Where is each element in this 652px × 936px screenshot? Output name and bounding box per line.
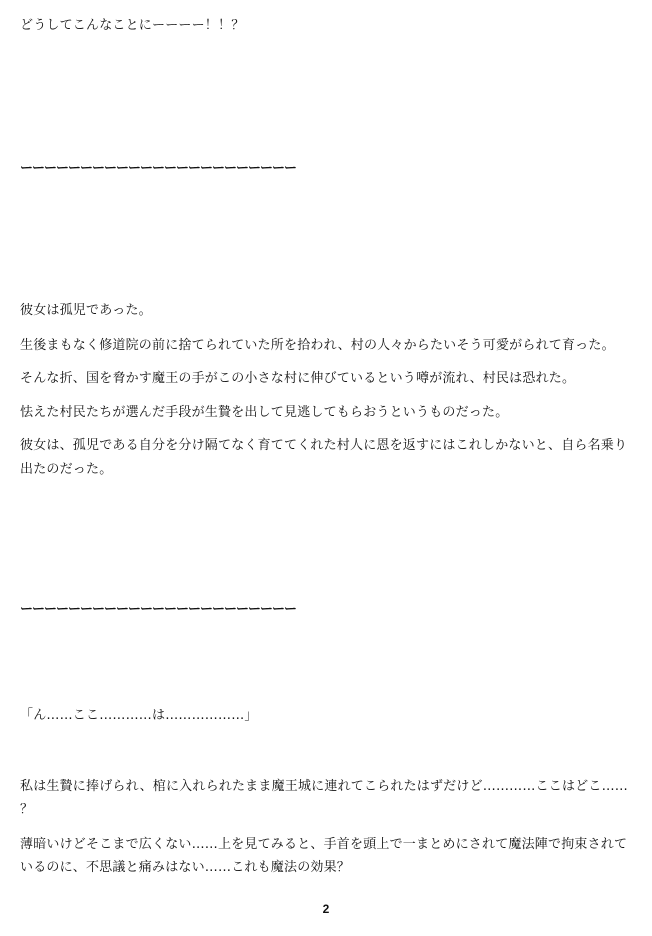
paragraph-6-line-1: 私は生贄に捧げられ、棺に入れられたまま魔王城に連れてこられたはずだけど…………ここはどこ…… <box>20 779 628 794</box>
paragraph-7-line-1: 薄暗いけどそこまで広くない……上を見てみると、手首を頭上で一まとめにされて魔法陣で拘束されて <box>20 837 628 852</box>
page-number: 2 <box>322 902 330 916</box>
section-divider-top: ーーーーーーーーーーーーーーーーーーーーーーー <box>20 161 297 176</box>
paragraph-3: そんな折、国を脅かす魔王の手がこの小さな村に伸びているという噂が流れ、村民は恐れた。 <box>20 371 576 386</box>
paragraph-5-line-2: 出たのだった。 <box>20 462 113 477</box>
dialogue-line: 「ん……ここ…………は………………」 <box>20 708 258 723</box>
paragraph-5-line-1: 彼女は、孤児である自分を分け隔てなく育ててくれた村人に恩を返すにはこれしかないと、自ら名乗り <box>20 438 628 453</box>
paragraph-1: 彼女は孤児であった。 <box>20 303 152 318</box>
paragraph-2: 生後まもなく修道院の前に捨てられていた所を拾われ、村の人々からたいそう可愛がられて育った。 <box>20 338 615 353</box>
opening-line: どうしてこんなことにーーーー！！？ <box>20 18 245 33</box>
paragraph-4: 怯えた村民たちが選んだ手段が生贄を出して見逃してもらおうというものだった。 <box>20 405 509 420</box>
section-divider-bottom: ーーーーーーーーーーーーーーーーーーーーーーー <box>20 602 297 617</box>
paragraph-7-line-2: いるのに、不思議と痛みはない……これも魔法の効果？ <box>20 860 351 875</box>
paragraph-6-line-2: ？ <box>20 802 34 817</box>
